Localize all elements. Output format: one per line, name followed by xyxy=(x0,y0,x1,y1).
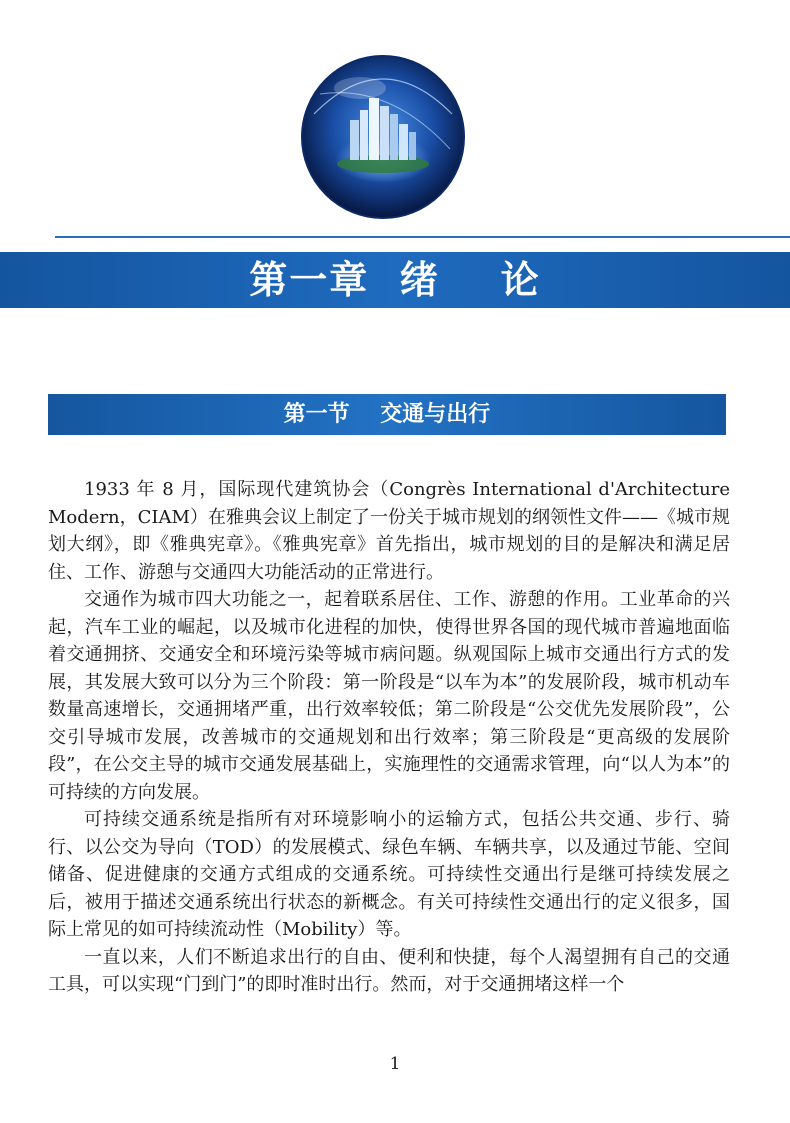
body-text xyxy=(48,476,730,999)
paragraph: 可持续交通系统是指所有对环境影响小的运输方式，包括公共交通、步行、骑行、以公交为导向（TOD）的发展模式、绿色车辆、车辆共享，以及通过节能、空间储备、促进健康的交通方式组成的交通系统。可持续性交通出行是继可持续发展之后，被用于描述交通系统出行状态的新概念。有关可持续性交通出行的定义很多，国际上常见的如可持续流动性（Mobility）等。 xyxy=(48,809,730,940)
header-rule xyxy=(55,236,790,238)
city-globe-emblem xyxy=(300,54,466,220)
paragraph: 1933 年 8 月，国际现代建筑协会（Congrès International d'Architecture Modern，CIAM）在雅典会议上制定了一份关于城市规划的纲领性文件——《城市规划大纲》，即《雅典宪章》。《雅典宪章》首先指出，城市规划的目的是解决和满足居住、工作、游憩与交通四大功能活动的正常进行。 xyxy=(48,479,730,583)
paragraph: 一直以来，人们不断追求出行的自由、便利和快捷，每个人渴望拥有自己的交通工具，可以实现“门到门”的即时准时出行。然而，对于交通拥堵这样一个 xyxy=(48,946,730,995)
chapter-title: 第一章 绪 论 xyxy=(249,258,541,302)
section-title: 第一节 交通与出行 xyxy=(283,402,491,427)
paragraph: 交通作为城市四大功能之一，起着联系居住、工作、游憩的作用。工业革命的兴起，汽车工业的崛起，以及城市化进程的加快，使得世界各国的现代城市普遍地面临着交通拥挤、交通安全和环境污染等城市病问题。纵观国际上城市交通出行方式的发展，其发展大致可以分为三个阶段：第一阶段是“以车为本”的发展阶段，城市机动车数量高速增长，交通拥堵严重，出行效率较低；第二阶段是“公交优先发展阶段”，公交引导城市发展，改善城市的交通规划和出行效率；第三阶段是“更高级的发展阶段”，在公交主导的城市交通发展基础上，实施理性的交通需求管理，向“以人为本”的可持续的方向发展。 xyxy=(48,589,730,803)
page-number: 1 xyxy=(389,1054,401,1074)
